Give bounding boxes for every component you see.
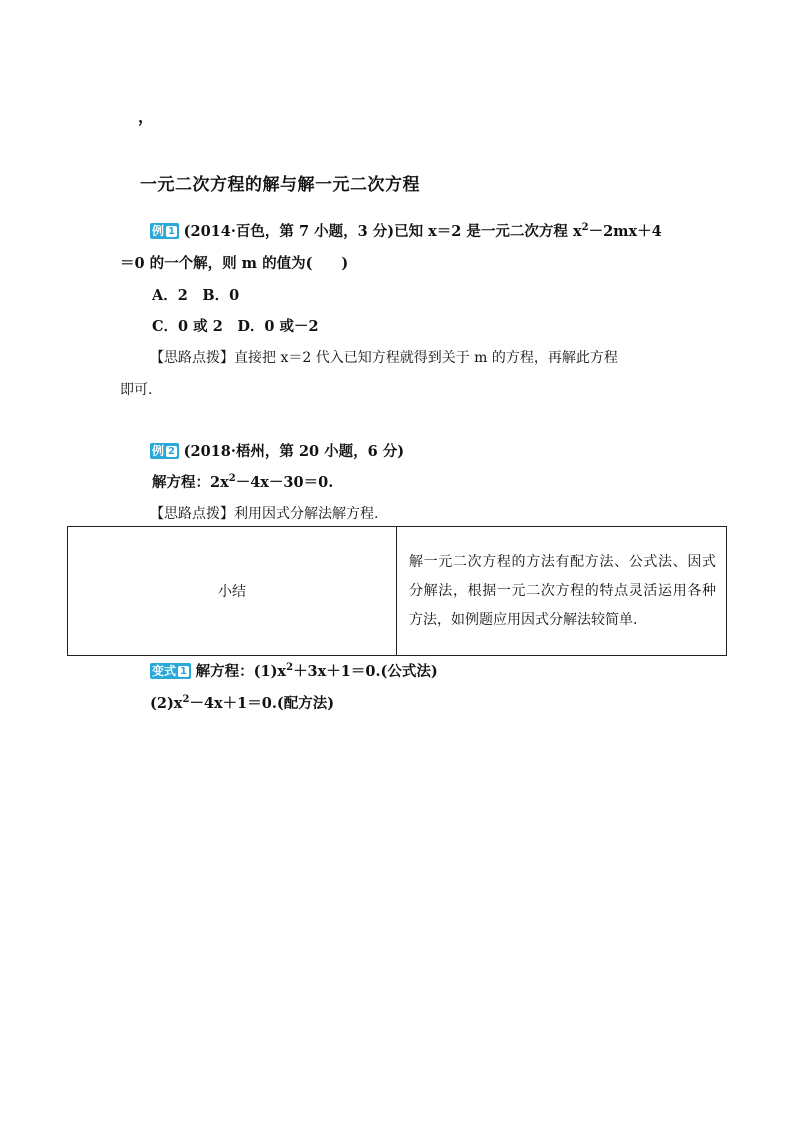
example2-badge-number: 2 [166, 446, 177, 457]
variant1-part1: 解方程：$(1)x^2+3x+1=0$.(公式法) [195, 662, 438, 680]
example2-source: (2018·梧州，第 20 小题，6 分) [183, 443, 405, 460]
exponent: 2 [581, 222, 589, 233]
stray-comma: ， [138, 107, 155, 126]
exponent: 2 [228, 473, 236, 484]
section-title: 一元二次方程的解与解一元二次方程 [140, 175, 420, 195]
variant1-badge: 变式 1 [150, 663, 191, 679]
example2-equation: 解方程：$2x^2-4x-30=0$. [152, 473, 334, 491]
example1-options-ab: A．2 B．0 [152, 287, 240, 304]
exponent: 2 [182, 694, 190, 705]
example1-badge-number: 1 [166, 226, 177, 237]
example1-line2: ＝0 的一个解，则 m 的值为( ) [120, 255, 349, 272]
example1-question-start: (2014·百色，第 7 小题，3 分)已知 x＝2 是一元二次方程 $x^2-2mx+4$ [183, 222, 662, 240]
variant1-badge-number: 1 [178, 666, 189, 677]
example1-hint-line1: 【思路点拨】直接把 x＝2 代入已知方程就得到关于 m 的方程，再解此方程 [150, 350, 618, 366]
exponent: 2 [286, 662, 294, 673]
summary-table [67, 526, 727, 656]
example2-line1 [150, 442, 404, 462]
example2-hint: 【思路点拨】利用因式分解法解方程. [150, 506, 379, 522]
example1-line1 [150, 222, 662, 242]
summary-row [68, 527, 727, 656]
example1-badge: 例 1 [150, 223, 179, 239]
summary-label: 小结 [68, 527, 397, 656]
variant1-part2: $(2)x^2-4x+1=0$.(配方法) [150, 694, 335, 712]
variant1-line1 [150, 662, 438, 682]
example1-options-cd: C．0 或 2 D．0 或－2 [152, 318, 319, 335]
example2-badge: 例 2 [150, 443, 179, 459]
example1-hint-line2: 即可. [120, 382, 153, 398]
summary-content: 解一元二次方程的方法有配方法、公式法、因式分解法，根据一元二次方程的特点灵活运用各种方法，如例题应用因式分解法较简单. [397, 527, 727, 656]
